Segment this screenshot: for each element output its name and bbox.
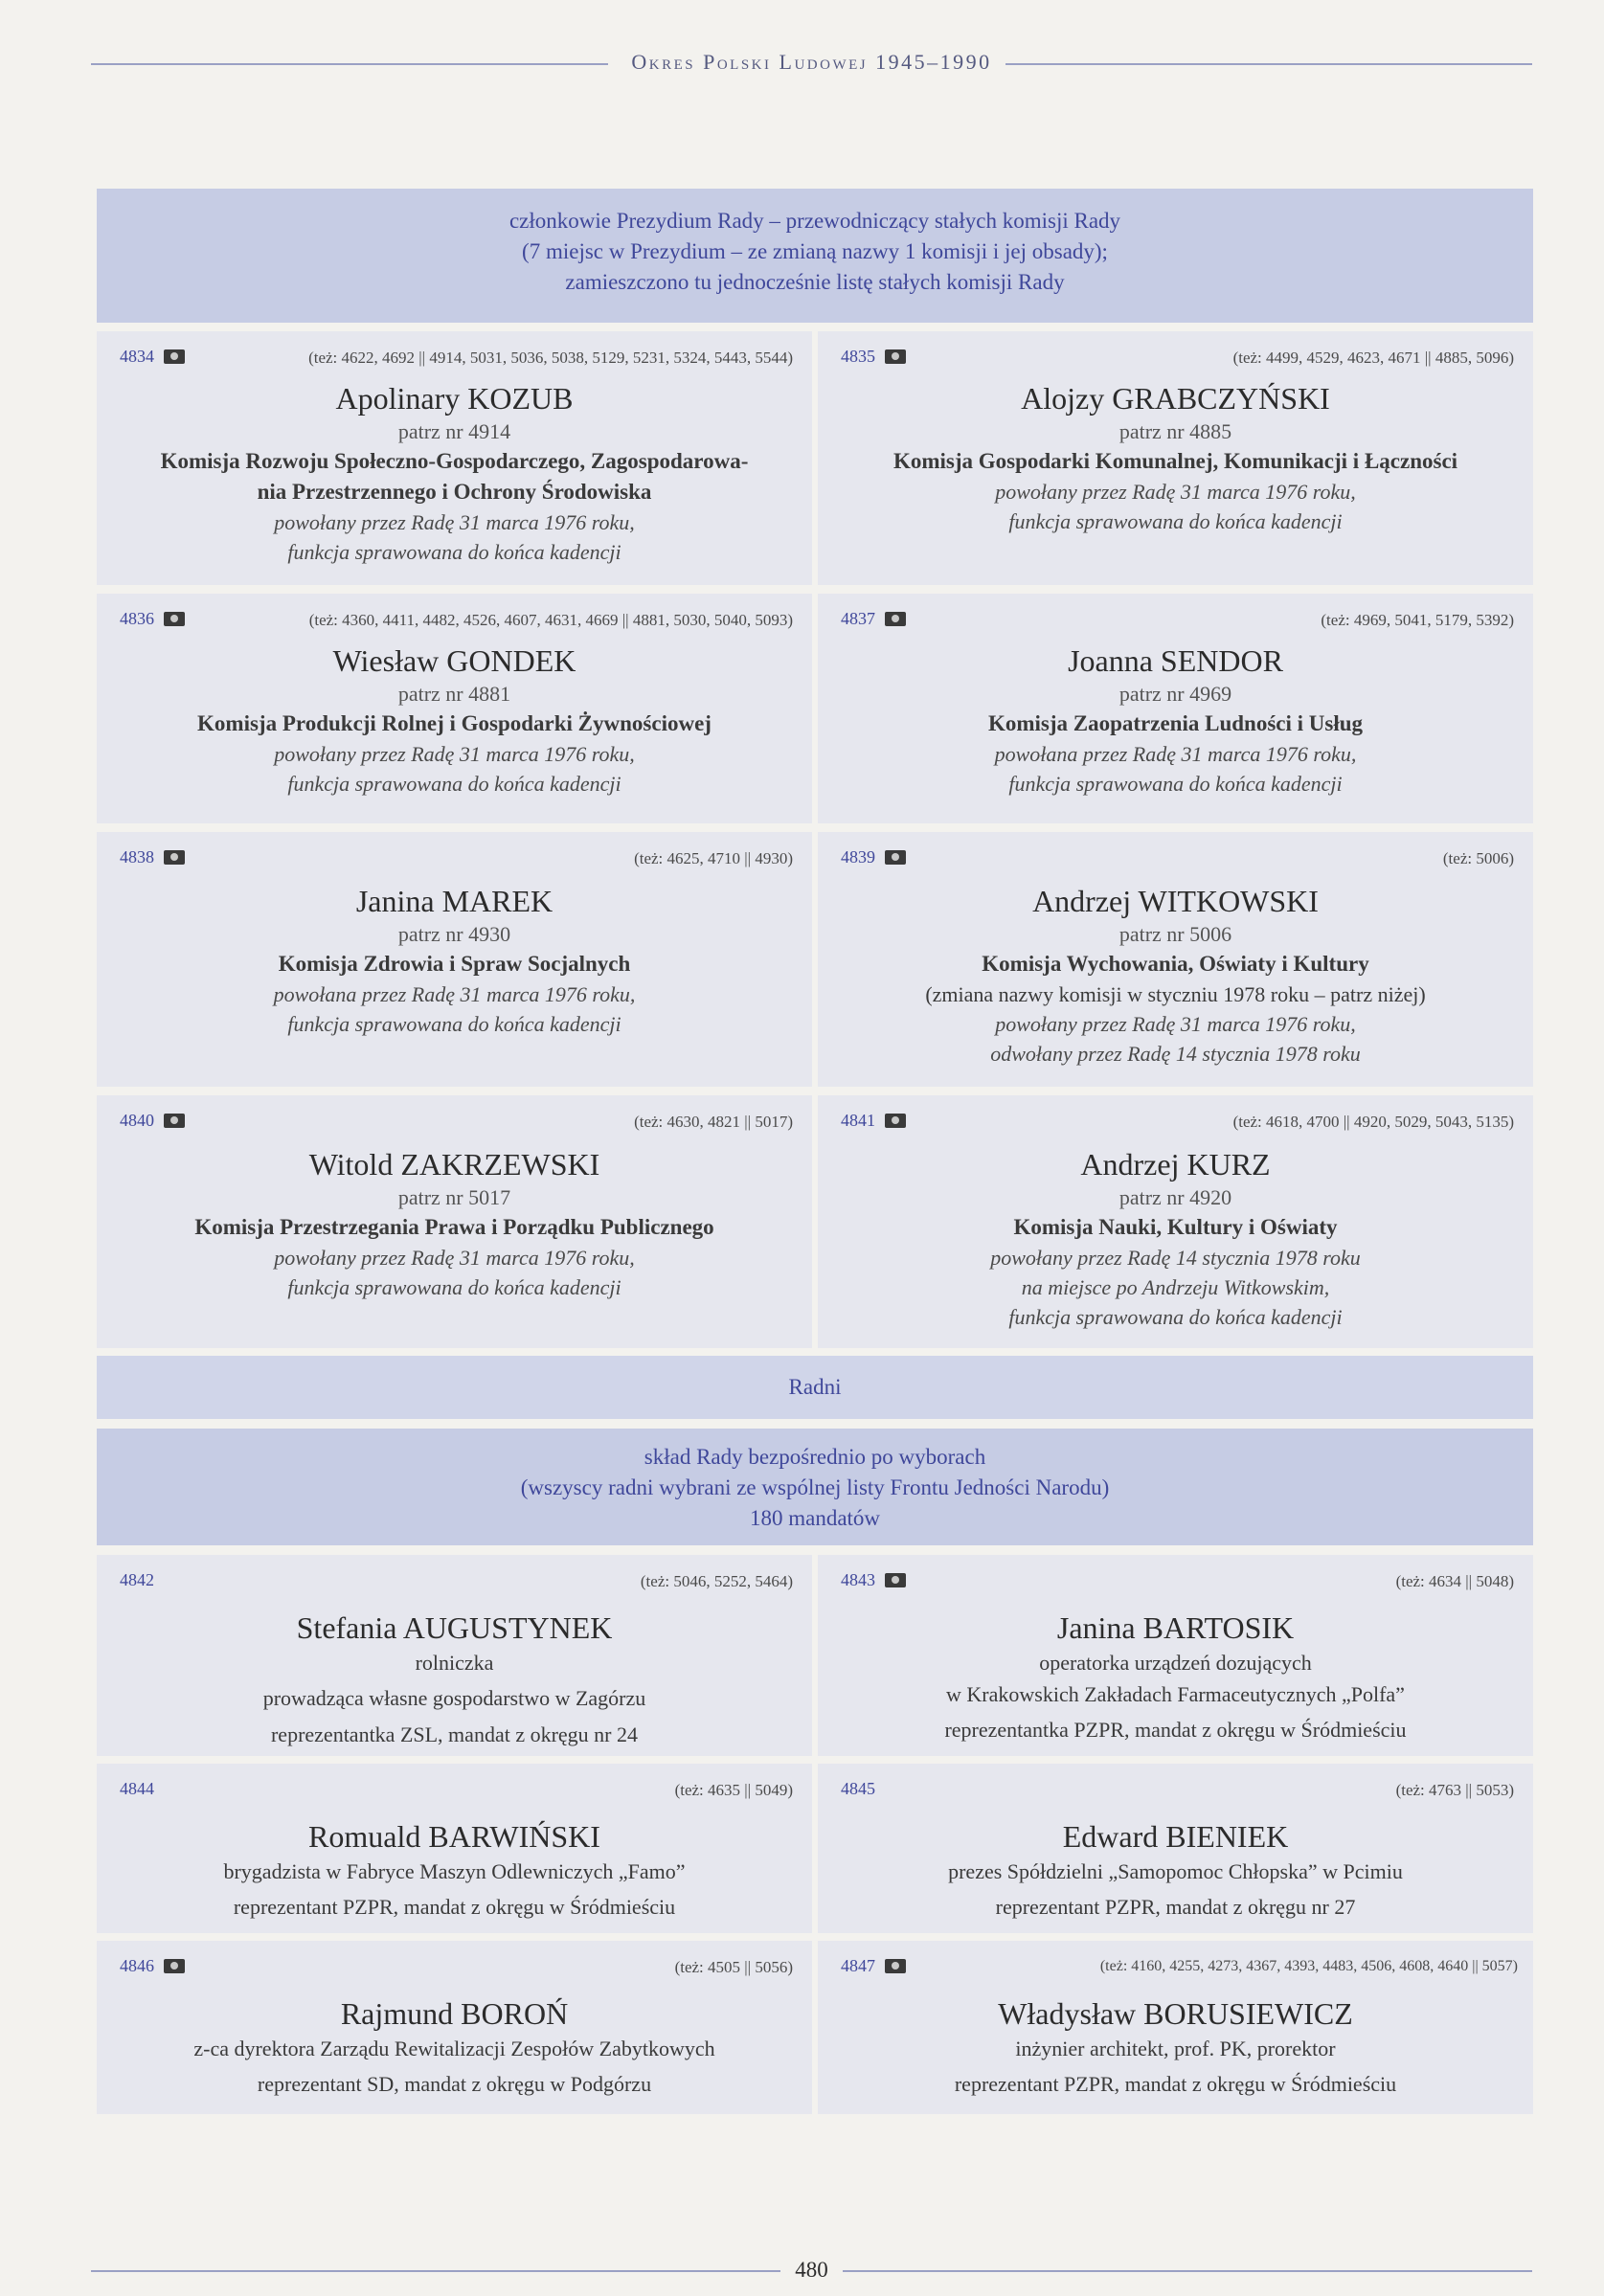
entry-number: 4843 (841, 1570, 875, 1589)
entry-committee: Komisja Zaopatrzenia Ludności i Usług (987, 711, 1364, 735)
entry-also-refs: (też: 4160, 4255, 4273, 4367, 4393, 4483, 4506, 4608, 4640 || 5057) (1099, 1958, 1518, 1974)
entry-committee: Komisja Zdrowia i Spraw Socjalnych (278, 952, 631, 976)
entry-number: 4840 (120, 1111, 154, 1130)
entry-mandate: reprezentant PZPR, mandat z okręgu nr 27 (995, 1895, 1356, 1919)
entry-name: Edward BIENIEK (1062, 1819, 1289, 1854)
entry-committee: Komisja Rozwoju Społeczno-Gospodarczego, Zagospodarowa- (160, 449, 749, 473)
entry-name: Rajmund BOROŃ (340, 1996, 569, 2031)
entry-number: 4836 (120, 609, 154, 628)
entry-name: Władysław BORUSIEWICZ (998, 1996, 1353, 2031)
entry-name: Janina BARTOSIK (1056, 1610, 1295, 1645)
entry-card (97, 1095, 812, 1348)
entry-see-reference: patrz nr 5006 (1118, 922, 1232, 946)
entry-occupation: rolniczka (415, 1651, 494, 1675)
entry-note: funkcja sprawowana do końca kadencji (287, 1012, 621, 1036)
entry-note: na miejsce po Andrzeju Witkowskim, (1021, 1275, 1330, 1299)
entry-note: powołany przez Radę 31 marca 1976 roku, (274, 742, 635, 766)
entry-number: 4842 (120, 1570, 154, 1589)
entry-card (818, 594, 1533, 823)
entry-card (97, 1555, 812, 1756)
entry-also-refs: (też: 4625, 4710 || 4930) (634, 849, 793, 867)
entry-occupation: prezes Spółdzielni „Samopomoc Chłopska” w Pcimiu (948, 1859, 1403, 1883)
entry-card (97, 1941, 812, 2114)
entry-committee: nia Przestrzennego i Ochrony Środowiska (257, 480, 652, 504)
entry-note: powołany przez Radę 31 marca 1976 roku, (274, 510, 635, 534)
entry-card (818, 331, 1533, 585)
entry-number: 4847 (841, 1956, 875, 1975)
entry-number: 4839 (841, 847, 875, 867)
entry-name: Janina MAREK (355, 884, 553, 918)
camera-icon (885, 612, 906, 626)
entry-mandate: reprezentant SD, mandat z okręgu w Podgórzu (257, 2072, 652, 2096)
entry-number: 4846 (120, 1956, 154, 1975)
entry-see-reference: patrz nr 4930 (397, 922, 511, 946)
entry-also-refs: (też: 4360, 4411, 4482, 4526, 4607, 4631, 4669 || 4881, 5030, 5040, 5093) (308, 611, 793, 629)
entry-see-reference: patrz nr 4969 (1118, 682, 1232, 706)
section-heading-line: (7 miejsc w Prezydium – ze zmianą nazwy 1 komisji i jej obsady); (522, 239, 1108, 263)
camera-icon (164, 349, 185, 364)
entry-also-refs: (też: 5006) (1442, 849, 1514, 867)
camera-icon (885, 1573, 906, 1587)
camera-icon (164, 612, 185, 626)
camera-icon (885, 850, 906, 865)
entry-card (818, 1555, 1533, 1756)
section-heading-line: (wszyscy radni wybrani ze wspólnej listy Frontu Jedności Narodu) (520, 1475, 1110, 1499)
entry-note: powołana przez Radę 31 marca 1976 roku, (994, 742, 1357, 766)
entry-number: 4835 (841, 347, 875, 366)
section-heading-presidium (97, 189, 1533, 323)
entry-mandate: reprezentant PZPR, mandat z okręgu w Śródmieściu (954, 2072, 1397, 2096)
entry-also-refs: (też: 4969, 5041, 5179, 5392) (1321, 611, 1514, 629)
entry-see-reference: patrz nr 4881 (397, 682, 511, 706)
entry-card (818, 832, 1533, 1087)
camera-icon (164, 1959, 185, 1973)
camera-icon (164, 850, 185, 865)
entry-name: Joanna SENDOR (1068, 643, 1283, 678)
section-heading-line: 180 mandatów (749, 1506, 881, 1530)
entry-name: Stefania AUGUSTYNEK (296, 1610, 613, 1645)
entry-number: 4838 (120, 847, 154, 867)
entry-committee: Komisja Przestrzegania Prawa i Porządku Publicznego (194, 1215, 714, 1239)
camera-icon (885, 1959, 906, 1973)
section-heading-line: skład Rady bezpośrednio po wyborach (644, 1445, 986, 1469)
entry-occupation: brygadzista w Fabryce Maszyn Odlewniczych „Famo” (223, 1859, 686, 1883)
entry-card (97, 1764, 812, 1933)
entry-name: Andrzej KURZ (1080, 1147, 1271, 1182)
entry-name: Romuald BARWIŃSKI (308, 1819, 600, 1854)
header-title: Okres Polski Ludowej 1945–1990 (618, 50, 1005, 74)
entry-card (97, 331, 812, 585)
entry-committee: Komisja Gospodarki Komunalnej, Komunikacji i Łączności (892, 449, 1458, 473)
entry-number: 4845 (841, 1779, 875, 1798)
entry-note: funkcja sprawowana do końca kadencji (287, 1275, 621, 1299)
entry-committee: Komisja Produkcji Rolnej i Gospodarki Żywnościowej (197, 711, 712, 735)
section-heading-radni (97, 1356, 1533, 1419)
entry-note: powołany przez Radę 31 marca 1976 roku, (995, 480, 1356, 504)
running-header (91, 44, 1532, 82)
page-number: 480 (795, 2258, 828, 2282)
entry-card (818, 1941, 1533, 2114)
entry-name: Apolinary KOZUB (335, 381, 574, 416)
radni-title: Radni (788, 1375, 842, 1399)
entry-also-refs: (też: 4635 || 5049) (674, 1781, 793, 1799)
entry-also-refs: (też: 4763 || 5053) (1395, 1781, 1514, 1799)
entry-remark: (zmiana nazwy komisji w styczniu 1978 roku – patrz niżej) (925, 982, 1426, 1006)
entry-committee: Komisja Wychowania, Oświaty i Kultury (982, 952, 1369, 976)
entry-occupation: inżynier architekt, prof. PK, prorektor (1015, 2037, 1336, 2060)
camera-icon (885, 349, 906, 364)
entry-also-refs: (też: 4618, 4700 || 4920, 5029, 5043, 5135) (1232, 1113, 1514, 1131)
entry-see-reference: patrz nr 4920 (1118, 1185, 1232, 1209)
entry-card (97, 832, 812, 1087)
section-heading-council (97, 1429, 1533, 1545)
page-footer (91, 2258, 1532, 2296)
entry-occupation: z-ca dyrektora Zarządu Rewitalizacji Zespołów Zabytkowych (193, 2037, 715, 2060)
entry-also-refs: (też: 4622, 4692 || 4914, 5031, 5036, 5038, 5129, 5231, 5324, 5443, 5544) (308, 349, 793, 367)
entry-number: 4844 (120, 1779, 154, 1798)
entry-note: funkcja sprawowana do końca kadencji (1008, 772, 1343, 796)
entry-number: 4834 (120, 347, 154, 366)
entry-note: funkcja sprawowana do końca kadencji (1008, 509, 1343, 533)
entry-card (97, 594, 812, 823)
entry-mandate: reprezentantka PZPR, mandat z okręgu w Śródmieściu (944, 1718, 1407, 1742)
section-heading-line: zamieszczono tu jednocześnie listę stałych komisji Rady (565, 270, 1065, 294)
entry-card (818, 1764, 1533, 1933)
entry-note: odwołany przez Radę 14 stycznia 1978 roku (990, 1042, 1361, 1066)
entry-see-reference: patrz nr 4914 (397, 419, 511, 443)
entry-mandate: reprezentantka ZSL, mandat z okręgu nr 24 (270, 1722, 638, 1746)
entry-also-refs: (też: 4634 || 5048) (1395, 1572, 1514, 1590)
camera-icon (885, 1114, 906, 1128)
entry-mandate: reprezentant PZPR, mandat z okręgu w Śródmieściu (233, 1895, 676, 1919)
entry-note: funkcja sprawowana do końca kadencji (287, 540, 621, 564)
entry-see-reference: patrz nr 5017 (397, 1185, 511, 1209)
entry-name: Witold ZAKRZEWSKI (308, 1147, 600, 1182)
entry-also-refs: (też: 4630, 4821 || 5017) (634, 1113, 793, 1131)
entry-occupation: w Krakowskich Zakładach Farmaceutycznych „Polfa” (946, 1682, 1405, 1706)
entry-number: 4837 (841, 609, 875, 628)
entry-note: powołany przez Radę 14 stycznia 1978 roku (990, 1246, 1361, 1270)
entry-also-refs: (też: 4505 || 5056) (674, 1958, 793, 1976)
entry-note: powołany przez Radę 31 marca 1976 roku, (274, 1246, 635, 1270)
entry-note: funkcja sprawowana do końca kadencji (1008, 1305, 1343, 1329)
entry-note: powołany przez Radę 31 marca 1976 roku, (995, 1012, 1356, 1036)
entry-occupation: operatorka urządzeń dozujących (1039, 1651, 1312, 1675)
entry-name: Andrzej WITKOWSKI (1032, 884, 1319, 918)
entry-note: funkcja sprawowana do końca kadencji (287, 772, 621, 796)
entry-note: powołana przez Radę 31 marca 1976 roku, (273, 982, 636, 1006)
entry-number: 4841 (841, 1111, 875, 1130)
entry-also-refs: (też: 5046, 5252, 5464) (640, 1572, 793, 1590)
entry-see-reference: patrz nr 4885 (1118, 419, 1232, 443)
entry-committee: Komisja Nauki, Kultury i Oświaty (1013, 1215, 1338, 1239)
section-heading-line: członkowie Prezydium Rady – przewodniczący stałych komisji Rady (508, 209, 1121, 233)
entry-name: Alojzy GRABCZYŃSKI (1021, 381, 1330, 416)
entry-card (818, 1095, 1533, 1348)
camera-icon (164, 1114, 185, 1128)
entry-name: Wiesław GONDEK (332, 643, 576, 678)
entry-occupation: prowadząca własne gospodarstwo w Zagórzu (262, 1686, 646, 1710)
entry-also-refs: (też: 4499, 4529, 4623, 4671 || 4885, 5096) (1232, 349, 1514, 367)
